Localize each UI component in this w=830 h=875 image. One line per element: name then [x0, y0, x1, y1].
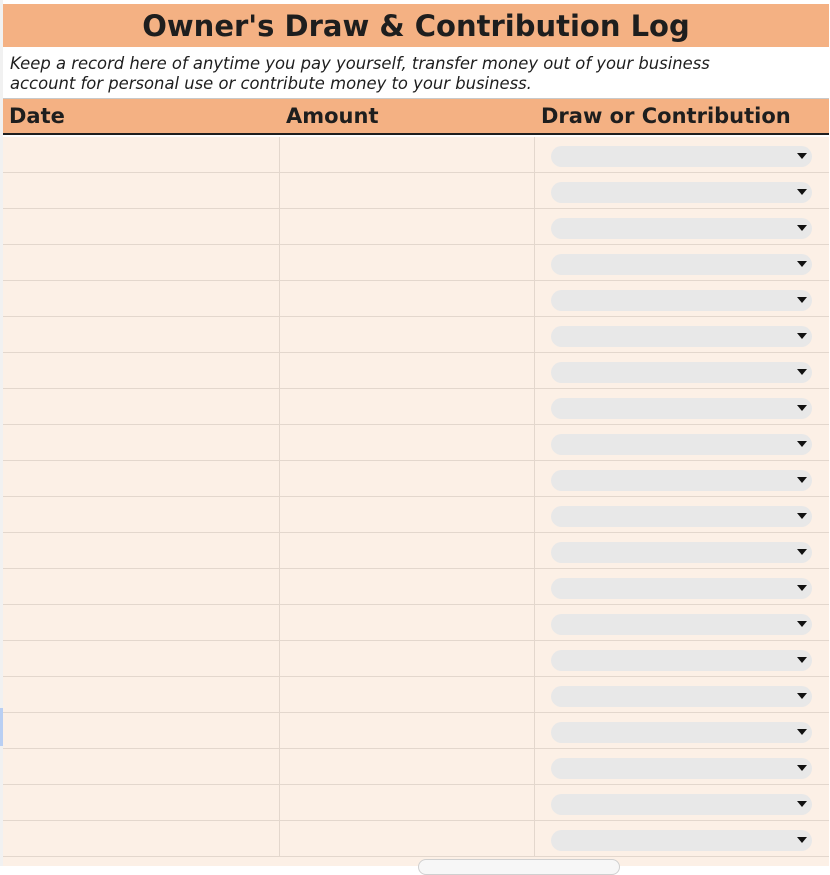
date-cell[interactable]: [3, 713, 280, 748]
amount-cell[interactable]: [280, 641, 535, 676]
table-row: [3, 173, 829, 209]
table-row: [3, 281, 829, 317]
amount-cell[interactable]: [280, 137, 535, 172]
draw-or-contribution-cell[interactable]: [535, 353, 829, 388]
table-row: [3, 641, 829, 677]
draw-or-contribution-dropdown[interactable]: [551, 578, 812, 599]
table-row: [3, 137, 829, 173]
date-cell[interactable]: [3, 137, 280, 172]
amount-cell[interactable]: [280, 173, 535, 208]
sheet-description: [3, 47, 829, 99]
column-header-row: [3, 99, 829, 135]
table-row: [3, 353, 829, 389]
draw-or-contribution-cell[interactable]: [535, 281, 829, 316]
chevron-down-icon[interactable]: [797, 261, 807, 267]
date-cell[interactable]: [3, 785, 280, 820]
chevron-down-icon[interactable]: [797, 333, 807, 339]
date-cell[interactable]: [3, 677, 280, 712]
chevron-down-icon[interactable]: [797, 585, 807, 591]
chevron-down-icon[interactable]: [797, 729, 807, 735]
table-row: [3, 245, 829, 281]
table-row: [3, 821, 829, 857]
amount-cell[interactable]: [280, 497, 535, 532]
amount-cell[interactable]: [280, 605, 535, 640]
draw-or-contribution-dropdown[interactable]: [551, 182, 812, 203]
draw-or-contribution-dropdown[interactable]: [551, 650, 812, 671]
amount-cell[interactable]: [280, 749, 535, 784]
table-row: [3, 569, 829, 605]
amount-cell[interactable]: [280, 245, 535, 280]
draw-or-contribution-cell[interactable]: [535, 425, 829, 460]
column-header-date[interactable]: Date: [9, 104, 65, 128]
date-cell[interactable]: [3, 533, 280, 568]
draw-or-contribution-cell[interactable]: [535, 641, 829, 676]
draw-or-contribution-dropdown[interactable]: [551, 794, 812, 815]
draw-or-contribution-cell[interactable]: [535, 785, 829, 820]
draw-or-contribution-cell[interactable]: [535, 569, 829, 604]
draw-or-contribution-cell[interactable]: [535, 749, 829, 784]
draw-or-contribution-cell[interactable]: [535, 713, 829, 748]
amount-cell[interactable]: [280, 389, 535, 424]
chevron-down-icon[interactable]: [797, 801, 807, 807]
chevron-down-icon[interactable]: [797, 549, 807, 555]
chevron-down-icon[interactable]: [797, 441, 807, 447]
amount-cell[interactable]: [280, 713, 535, 748]
draw-or-contribution-cell[interactable]: [535, 533, 829, 568]
amount-cell[interactable]: [280, 821, 535, 856]
date-cell[interactable]: [3, 353, 280, 388]
date-cell[interactable]: [3, 425, 280, 460]
draw-or-contribution-dropdown[interactable]: [551, 290, 812, 311]
chevron-down-icon[interactable]: [797, 369, 807, 375]
table-row: [3, 461, 829, 497]
draw-or-contribution-dropdown[interactable]: [551, 758, 812, 779]
horizontal-scrollbar[interactable]: [418, 859, 620, 875]
draw-or-contribution-cell[interactable]: [535, 677, 829, 712]
amount-cell[interactable]: [280, 569, 535, 604]
description-line-1: Keep a record here of anytime you pay yourself, transfer money out of your business: [10, 54, 710, 73]
amount-cell[interactable]: [280, 785, 535, 820]
chevron-down-icon[interactable]: [797, 621, 807, 627]
draw-or-contribution-cell[interactable]: [535, 209, 829, 244]
draw-or-contribution-dropdown[interactable]: [551, 722, 812, 743]
date-cell[interactable]: [3, 461, 280, 496]
draw-or-contribution-dropdown[interactable]: [551, 434, 812, 455]
draw-or-contribution-dropdown[interactable]: [551, 362, 812, 383]
amount-cell[interactable]: [280, 317, 535, 352]
amount-cell[interactable]: [280, 461, 535, 496]
chevron-down-icon[interactable]: [797, 405, 807, 411]
amount-cell[interactable]: [280, 677, 535, 712]
date-cell[interactable]: [3, 173, 280, 208]
chevron-down-icon[interactable]: [797, 477, 807, 483]
chevron-down-icon[interactable]: [797, 297, 807, 303]
draw-or-contribution-cell[interactable]: [535, 605, 829, 640]
table-row: [3, 389, 829, 425]
date-cell[interactable]: [3, 389, 280, 424]
table-row: [3, 209, 829, 245]
date-cell[interactable]: [3, 497, 280, 532]
description-line-2: account for personal use or contribute money to your business.: [10, 74, 532, 93]
date-cell[interactable]: [3, 641, 280, 676]
table-row: [3, 317, 829, 353]
column-header-amount[interactable]: Amount: [286, 104, 379, 128]
draw-or-contribution-dropdown[interactable]: [551, 614, 812, 635]
draw-or-contribution-dropdown[interactable]: [551, 146, 812, 167]
chevron-down-icon[interactable]: [797, 225, 807, 231]
amount-cell[interactable]: [280, 209, 535, 244]
draw-or-contribution-dropdown[interactable]: [551, 254, 812, 275]
date-cell[interactable]: [3, 821, 280, 856]
table-row: [3, 497, 829, 533]
column-header-draw-or-contribution[interactable]: Draw or Contribution: [541, 104, 791, 128]
date-cell[interactable]: [3, 569, 280, 604]
amount-cell[interactable]: [280, 425, 535, 460]
draw-or-contribution-dropdown[interactable]: [551, 398, 812, 419]
draw-or-contribution-dropdown[interactable]: [551, 506, 812, 527]
log-table: [3, 137, 829, 866]
amount-cell[interactable]: [280, 281, 535, 316]
draw-or-contribution-cell[interactable]: [535, 389, 829, 424]
table-row: [3, 425, 829, 461]
draw-or-contribution-cell[interactable]: [535, 497, 829, 532]
draw-or-contribution-cell[interactable]: [535, 137, 829, 172]
date-cell[interactable]: [3, 605, 280, 640]
chevron-down-icon[interactable]: [797, 153, 807, 159]
draw-or-contribution-dropdown[interactable]: [551, 326, 812, 347]
date-cell[interactable]: [3, 317, 280, 352]
draw-or-contribution-dropdown[interactable]: [551, 830, 812, 851]
draw-or-contribution-cell[interactable]: [535, 173, 829, 208]
date-cell[interactable]: [3, 245, 280, 280]
draw-or-contribution-cell[interactable]: [535, 245, 829, 280]
date-cell[interactable]: [3, 209, 280, 244]
date-cell[interactable]: [3, 281, 280, 316]
chevron-down-icon[interactable]: [797, 837, 807, 843]
chevron-down-icon[interactable]: [797, 765, 807, 771]
chevron-down-icon[interactable]: [797, 657, 807, 663]
table-row: [3, 749, 829, 785]
chevron-down-icon[interactable]: [797, 513, 807, 519]
table-row: [3, 533, 829, 569]
chevron-down-icon[interactable]: [797, 189, 807, 195]
draw-or-contribution-dropdown[interactable]: [551, 686, 812, 707]
draw-or-contribution-dropdown[interactable]: [551, 470, 812, 491]
table-row: [3, 713, 829, 749]
draw-or-contribution-cell[interactable]: [535, 821, 829, 856]
date-cell[interactable]: [3, 749, 280, 784]
chevron-down-icon[interactable]: [797, 693, 807, 699]
table-row: [3, 605, 829, 641]
draw-or-contribution-cell[interactable]: [535, 461, 829, 496]
amount-cell[interactable]: [280, 533, 535, 568]
table-row: [3, 677, 829, 713]
draw-or-contribution-dropdown[interactable]: [551, 542, 812, 563]
amount-cell[interactable]: [280, 353, 535, 388]
sheet-title: Owner's Draw & Contribution Log: [3, 4, 829, 47]
draw-or-contribution-dropdown[interactable]: [551, 218, 812, 239]
table-row: [3, 785, 829, 821]
draw-or-contribution-cell[interactable]: [535, 317, 829, 352]
